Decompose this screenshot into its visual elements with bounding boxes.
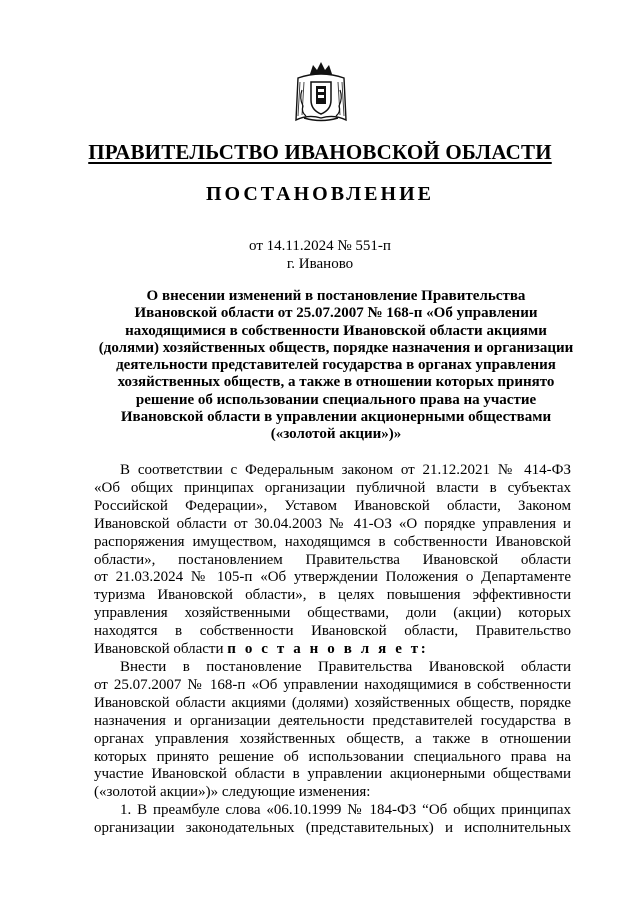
body-line: В соответствии с Федеральным законом от 21.12.2021 № 414-ФЗ <box>120 462 571 478</box>
subject-line: О внесении изменений в постановление Правительства <box>146 288 526 304</box>
subject-line: («золотой акции»)» <box>270 426 402 443</box>
subject-line: находящимися в собственности Ивановской области акциями <box>125 322 547 339</box>
document-type: ПОСТАНОВЛЕНИЕ <box>206 183 434 205</box>
document-subject <box>96 288 576 444</box>
body-line: области», постановлением Правительства Ивановской области <box>94 551 571 568</box>
body-line: управления хозяйственными обществами, доли (акции) которых <box>94 605 571 622</box>
body-line: назначения и организации деятельности представителей государства в <box>94 712 571 729</box>
body-line: 1. В преамбуле слова «06.10.1999 № 184-ФЗ “Об общих принципах <box>120 802 571 819</box>
body-line: организации законодательных (представительных) и исполнительных <box>94 820 571 837</box>
body-line: туризма Ивановской области», в целях повышения эффективности <box>94 587 571 604</box>
subject-line: (долями) хозяйственных обществ, порядке назначения и организации <box>98 339 574 356</box>
body-line: Ивановской области акциями (долями) хозяйственных обществ, порядке <box>94 694 571 711</box>
body-line: находятся в собственности Ивановской области, Правительство <box>94 623 571 640</box>
body-line: Российской Федерации», Уставом Ивановской области, Законом <box>94 497 571 514</box>
body-line: органах управления хозяйственных обществ, а также в отношении <box>94 730 571 747</box>
resolution-line-prefix: Ивановской области <box>94 641 228 658</box>
document-city: г. Иваново <box>286 256 354 272</box>
body-line: распоряжения имуществом, находящимся в собственности Ивановской <box>94 533 571 550</box>
resolution-line <box>94 641 571 659</box>
body-line: («золотой акции»)» следующие изменения: <box>94 784 371 801</box>
subject-line: Ивановской области в управлении акционерными обществами <box>120 409 552 426</box>
body-line: от 25.07.2007 № 168-п «Об управлении находящимися в собственности <box>94 676 571 693</box>
government-title: ПРАВИТЕЛЬСТВО ИВАНОВСКОЙ ОБЛАСТИ <box>88 140 552 164</box>
body-line: от 21.03.2024 № 105-п «Об утверждении Положения о Департаменте <box>94 569 571 586</box>
body-line: «Об общих принципах организации публичной власти в субъектах <box>94 479 571 496</box>
coat-of-arms-emblem <box>294 60 348 124</box>
body-line: которых принято решение об использовании специального права на <box>94 748 571 765</box>
body-line: Ивановской области от 30.04.2003 № 41-ОЗ «О порядке управления и <box>94 515 571 532</box>
document-body <box>94 462 571 838</box>
body-line: Внести в постановление Правительства Ивановской области <box>120 658 571 675</box>
subject-line: Ивановской области от 25.07.2007 № 168-п «Об управлении <box>134 305 538 322</box>
body-line: участие Ивановской области в управлении акционерными обществами <box>94 766 571 783</box>
subject-line: решение об использовании специального права на участие <box>135 391 537 408</box>
subject-line: деятельности представителей государства в органах управления <box>116 357 556 374</box>
subject-line: хозяйственных обществ, а также в отношении которых принято <box>117 374 555 391</box>
resolution-word: п о с т а н о в л я е т: <box>227 641 429 658</box>
document-date-number: от 14.11.2024 № 551-п <box>249 238 391 254</box>
